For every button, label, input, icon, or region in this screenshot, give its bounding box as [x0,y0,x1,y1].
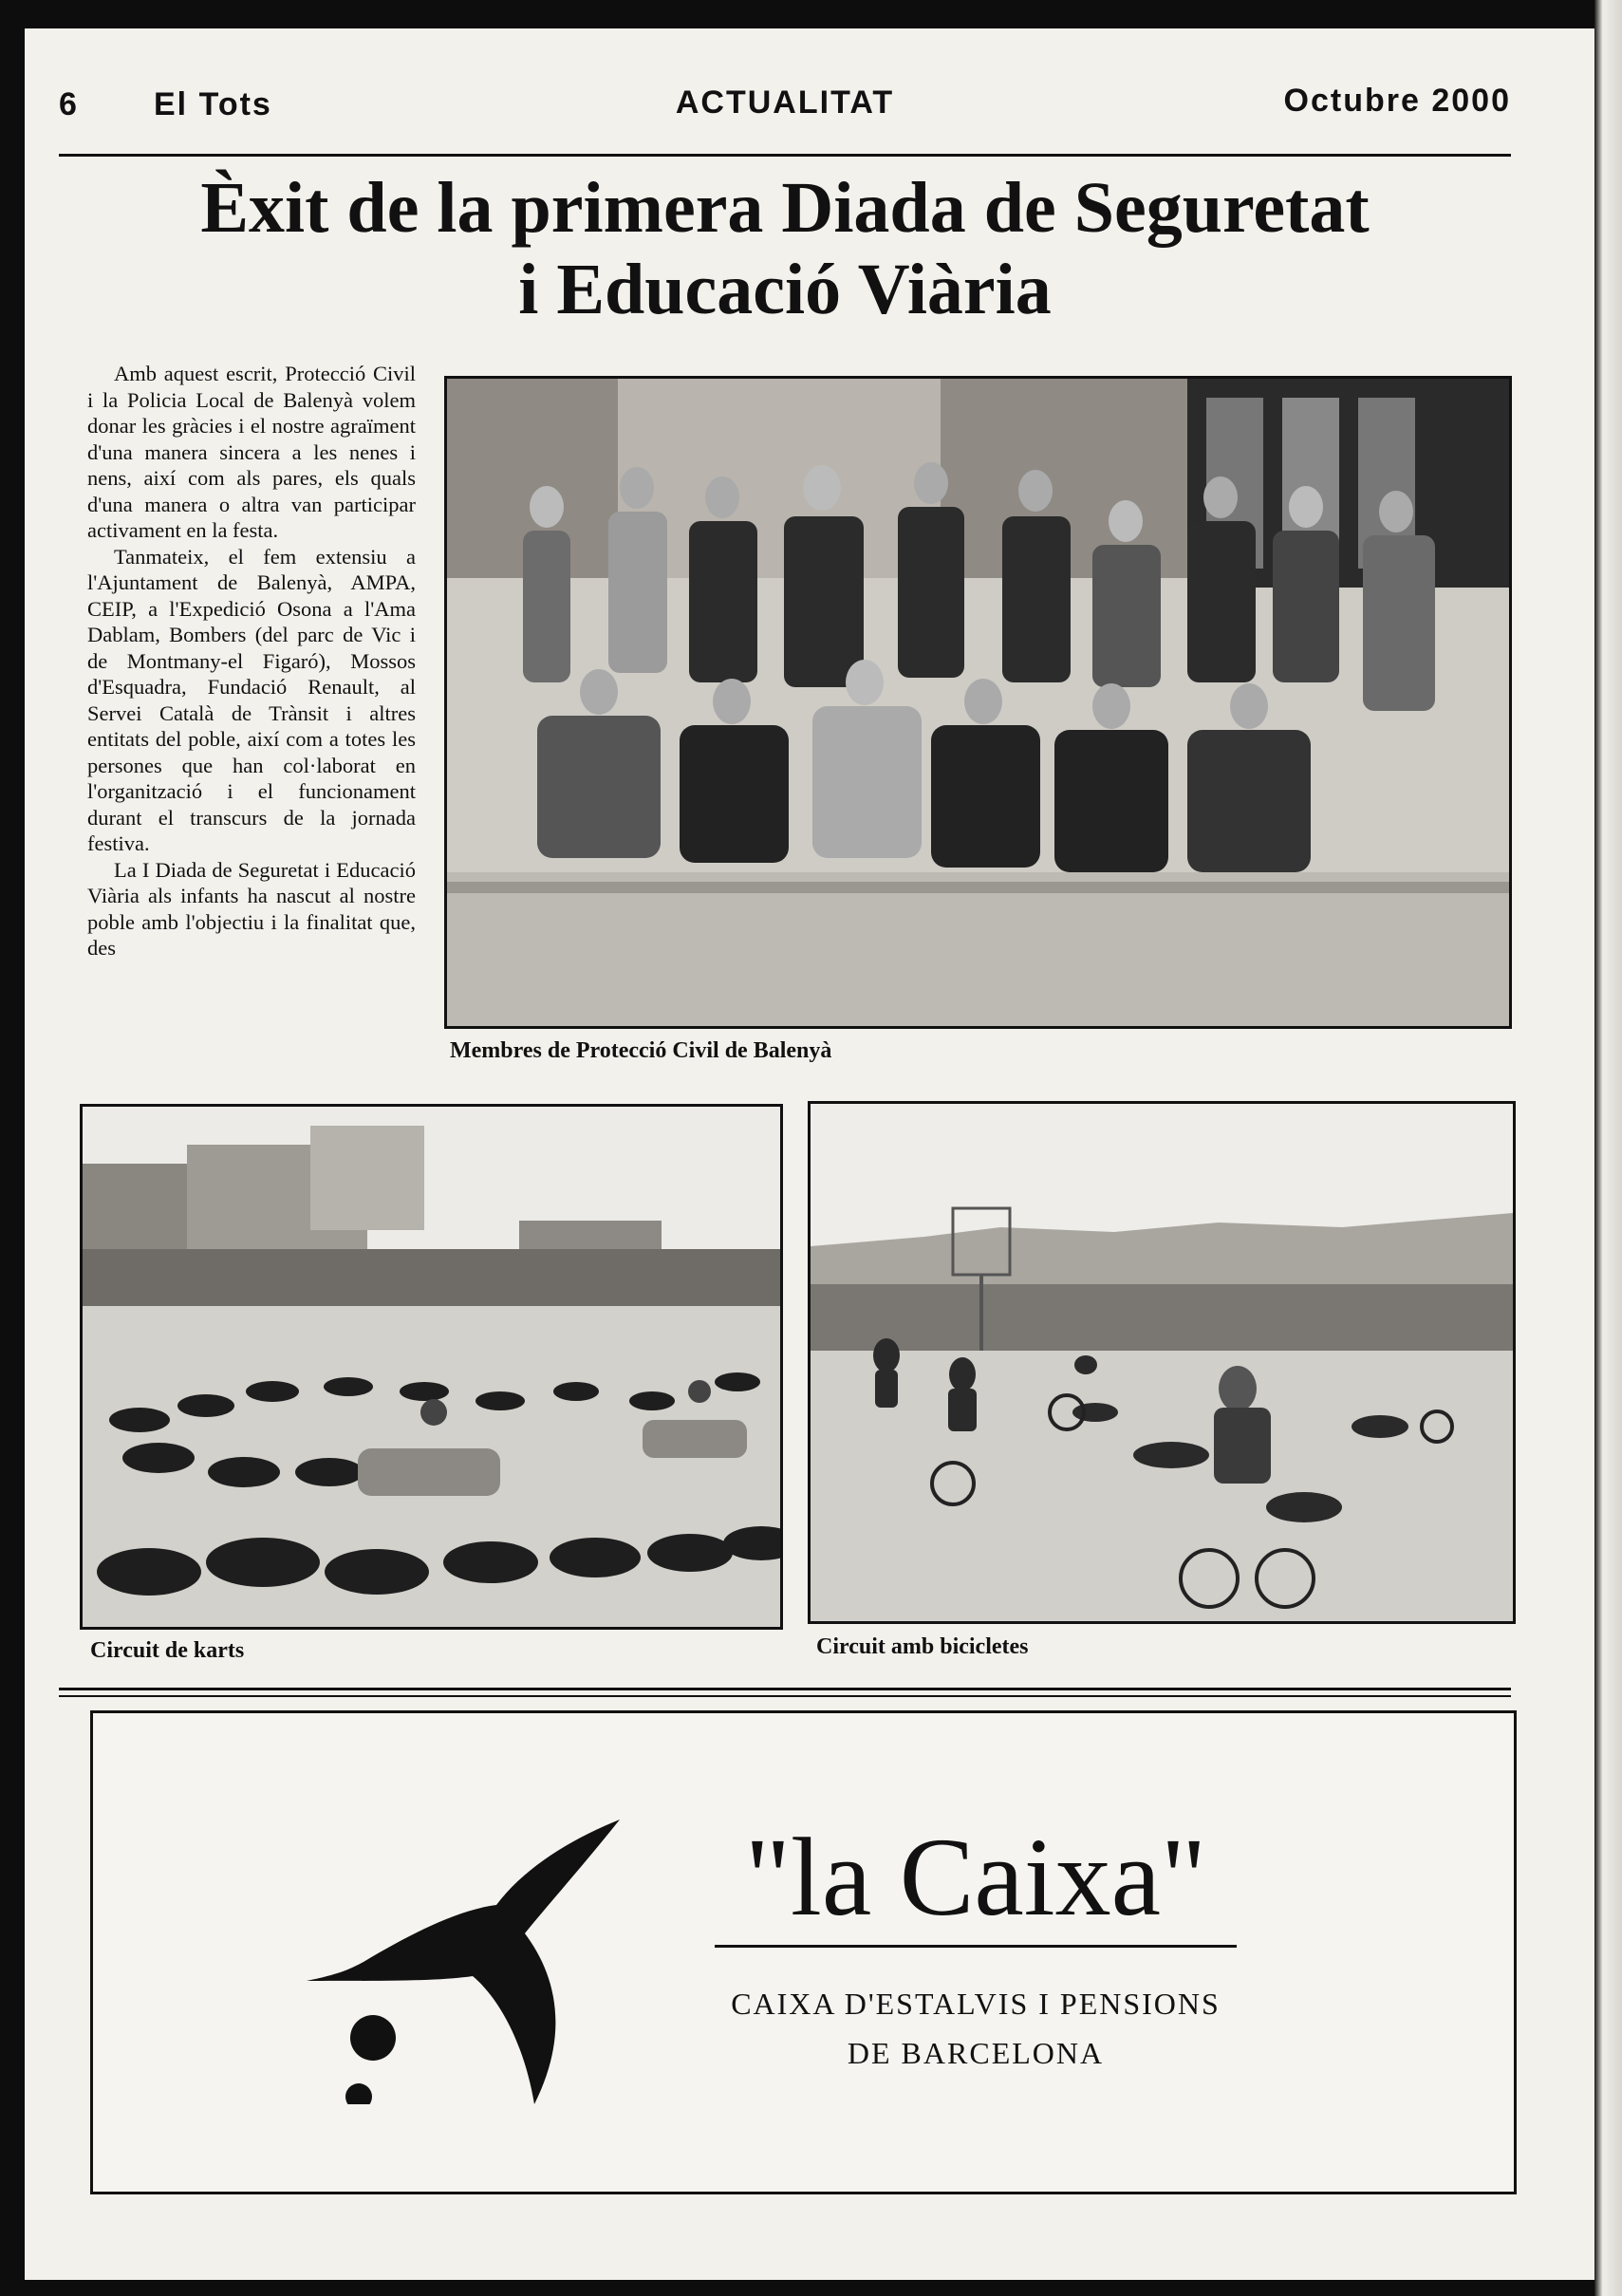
article-paragraph: Amb aquest escrit, Protecció Civil i la Policia Local de Balenyà volem donar les gràcies i el nostre agraïment d'una manera sincera a les nenes i nens, així com als pares, els quals d'una manera o altra van participar activament en la festa. [87,362,416,542]
publication-name: El Tots [154,86,272,122]
ad-top-rule-thin [59,1695,1511,1697]
la-caixa-star-logo-icon [307,1820,620,2104]
bikes-photo-image [811,1104,1513,1621]
bikes-photo-caption: Circuit amb bicicletes [816,1634,1029,1659]
header-rule [59,154,1511,157]
brand-underline [715,1945,1237,1948]
issue-date: Octubre 2000 [1283,83,1511,119]
article-paragraph: Tanmateix, el fem extensiu a l'Ajuntament de Balenyà, AMPA, CEIP, a l'Expedició Osona a l'Ama Dablam, Bombers (del parc de Vic i de Montmany-el Figaró), Mossos d'Esquadra, Fundació Renault, al Servei Català de Trànsit i altres entitats del poble, així com a totes les persones que han col·laborat en l'organització i el funcionament durant el transcurs de la jornada festiva. [87,544,416,855]
la-caixa-advertisement [90,1710,1517,2194]
article-title-line-2: i Educació Viària [518,250,1052,329]
page-number: 6 [59,86,79,122]
ad-top-rule [59,1688,1511,1690]
brand-subtitle-line-1: CAIXA D'ESTALVIS I PENSIONS [731,1987,1221,2021]
group-photo [444,376,1512,1029]
article-title [59,167,1511,330]
karts-photo-caption: Circuit de karts [90,1638,245,1663]
group-photo-image [447,379,1509,1026]
brand-name: "la Caixa" [744,1815,1207,1939]
karts-photo [80,1104,783,1630]
group-photo-caption: Membres de Protecció Civil de Balenyà [450,1038,832,1063]
page-header [59,82,1511,123]
brand-subtitle-line-2: DE BARCELONA [847,2036,1105,2070]
section-name: ACTUALITAT [675,84,895,121]
karts-photo-image [83,1107,780,1627]
page-binding [1594,0,1622,2296]
article-body [87,361,416,961]
bikes-photo [808,1101,1516,1624]
article-paragraph: La I Diada de Seguretat i Educació Viària als infants ha nascut al nostre poble amb l'objectiu i la finalitat que, des [87,857,416,960]
article-title-line-1: Èxit de la primera Diada de Seguretat [200,168,1370,248]
